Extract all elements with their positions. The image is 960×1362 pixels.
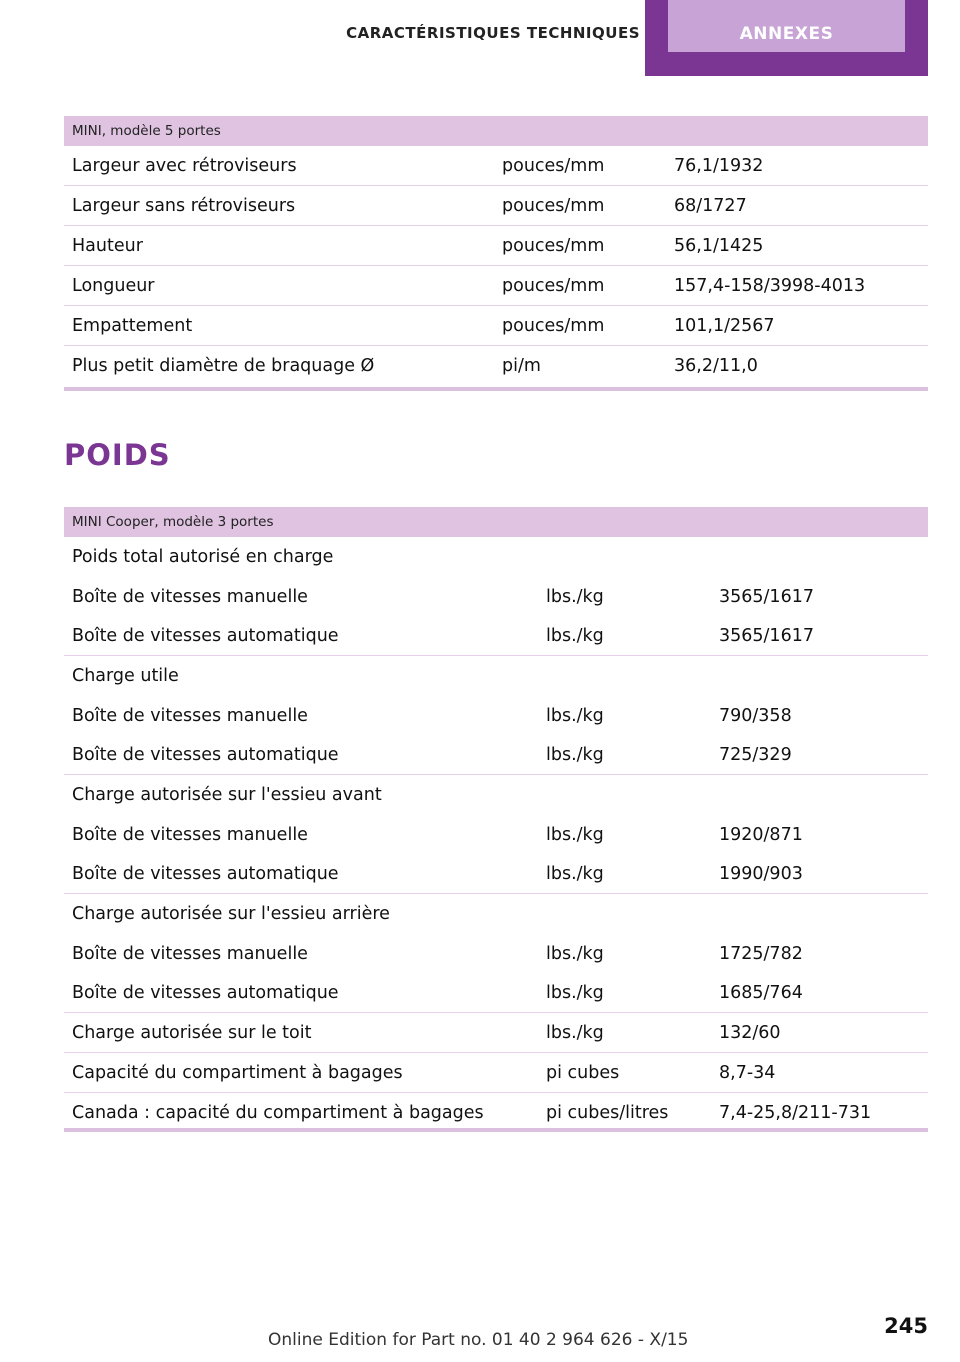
row-label: Empattement <box>64 306 494 346</box>
table-row <box>64 616 928 656</box>
row-unit: pi cubes/litres <box>546 1102 669 1123</box>
row-unit: lbs./kg <box>546 586 604 607</box>
row-value: 7,4-25,8/211-731 <box>719 1102 872 1123</box>
row-unit: lbs./kg <box>538 616 711 656</box>
table-row <box>64 146 928 186</box>
row-value: 1990/903 <box>711 854 928 894</box>
row-unit: lbs./kg <box>538 735 711 775</box>
table-row <box>64 1093 928 1133</box>
row-value: 1725/782 <box>719 943 803 964</box>
table-end-rule <box>64 387 928 391</box>
weights-table <box>64 507 928 1132</box>
running-header-section: CARACTÉRISTIQUES TECHNIQUES <box>346 24 640 42</box>
table-caption-row <box>64 116 928 146</box>
row-label: Boîte de vitesses manuelle <box>72 705 308 726</box>
row-unit: pouces/mm <box>494 266 666 306</box>
row-value: 36,2/11,0 <box>674 355 758 376</box>
row-unit: lbs./kg <box>546 943 604 964</box>
row-value: 132/60 <box>711 1013 928 1053</box>
table-row <box>64 226 928 266</box>
table-caption: MINI Cooper, modèle 3 portes <box>64 507 928 537</box>
page-number: 245 <box>884 1314 928 1338</box>
row-unit: lbs./kg <box>538 973 711 1013</box>
row-label: Boîte de vitesses automatique <box>64 616 538 656</box>
row-value: 76,1/1932 <box>666 146 928 186</box>
table-caption-row <box>64 507 928 537</box>
row-label: Boîte de vitesses automatique <box>64 854 538 894</box>
row-value: 790/358 <box>719 705 792 726</box>
row-label: Boîte de vitesses manuelle <box>72 943 308 964</box>
group-title: Charge utile <box>72 666 179 686</box>
row-unit: lbs./kg <box>546 824 604 845</box>
table-row <box>64 735 928 775</box>
row-unit: pouces/mm <box>494 186 666 226</box>
table-row <box>64 266 928 306</box>
row-value: 725/329 <box>711 735 928 775</box>
row-value: 101,1/2567 <box>666 306 928 346</box>
row-label: Largeur avec rétroviseurs <box>64 146 494 186</box>
table-row <box>64 1053 928 1093</box>
group-title-row <box>64 656 928 697</box>
group-title: Charge autorisée sur l'essieu arrière <box>72 904 390 924</box>
row-value: 1685/764 <box>711 973 928 1013</box>
table-caption: MINI, modèle 5 portes <box>64 116 928 146</box>
row-label: Canada : capacité du compartiment à bagages <box>72 1102 484 1123</box>
row-value: 1920/871 <box>719 824 803 845</box>
table-row <box>64 577 928 616</box>
row-label: Largeur sans rétroviseurs <box>64 186 494 226</box>
row-unit: lbs./kg <box>546 705 604 726</box>
row-label: Boîte de vitesses manuelle <box>72 586 308 607</box>
row-value: 8,7-34 <box>711 1053 928 1093</box>
row-label: Plus petit diamètre de braquage Ø <box>72 355 375 376</box>
group-title-row <box>64 775 928 816</box>
row-label: Capacité du compartiment à bagages <box>64 1053 538 1093</box>
row-value: 3565/1617 <box>711 616 928 656</box>
group-title: Charge autorisée sur l'essieu avant <box>72 785 382 805</box>
table-row <box>64 346 928 386</box>
row-unit: lbs./kg <box>538 854 711 894</box>
table-row <box>64 934 928 973</box>
row-label: Boîte de vitesses automatique <box>64 973 538 1013</box>
table-row <box>64 1013 928 1053</box>
table-row <box>64 186 928 226</box>
row-value: 3565/1617 <box>719 586 814 607</box>
table-row <box>64 696 928 735</box>
row-label: Hauteur <box>64 226 494 266</box>
row-label: Boîte de vitesses manuelle <box>72 824 308 845</box>
table-row <box>64 854 928 894</box>
row-unit: lbs./kg <box>538 1013 711 1053</box>
row-unit: pi/m <box>502 355 541 376</box>
table-row <box>64 973 928 1013</box>
chapter-tab-label: ANNEXES <box>668 0 905 52</box>
row-unit: pouces/mm <box>494 226 666 266</box>
row-value: 157,4-158/3998-4013 <box>666 266 928 306</box>
row-label: Boîte de vitesses automatique <box>64 735 538 775</box>
row-unit: pi cubes <box>538 1053 711 1093</box>
table-row <box>64 815 928 854</box>
row-label: Longueur <box>64 266 494 306</box>
row-label: Charge autorisée sur le toit <box>64 1013 538 1053</box>
chapter-tab <box>645 0 928 76</box>
row-unit: pouces/mm <box>494 306 666 346</box>
group-title-row <box>64 537 928 577</box>
row-unit: pouces/mm <box>494 146 666 186</box>
dimensions-table <box>64 116 928 385</box>
group-title: Poids total autorisé en charge <box>72 547 334 567</box>
footer-edition: Online Edition for Part no. 01 40 2 964 626 - X/15 <box>268 1330 689 1350</box>
group-title-row <box>64 894 928 935</box>
row-value: 56,1/1425 <box>666 226 928 266</box>
table-end-rule <box>64 1128 928 1132</box>
section-title: POIDS <box>64 438 171 472</box>
table-row <box>64 306 928 346</box>
row-value: 68/1727 <box>666 186 928 226</box>
